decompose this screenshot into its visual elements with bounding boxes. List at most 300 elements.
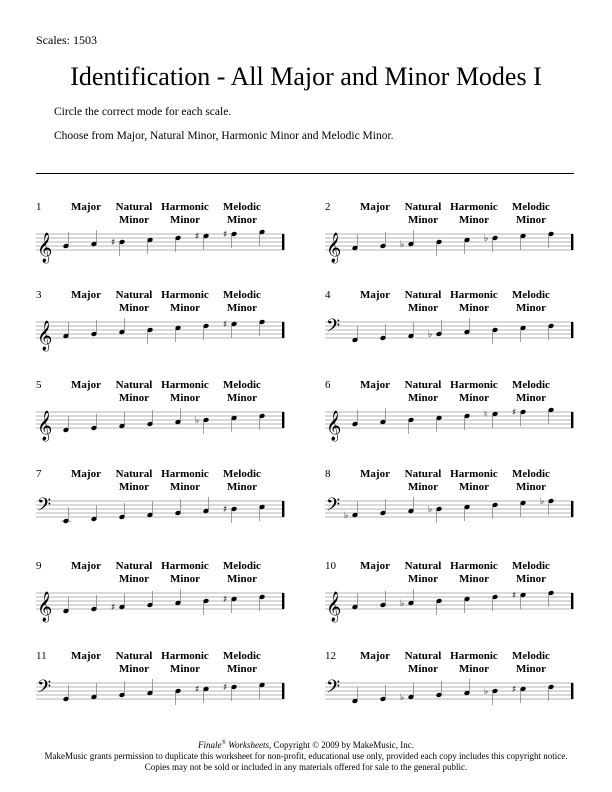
exercise-number: 9 bbox=[36, 560, 42, 572]
mode-option-harmonic-minor[interactable] bbox=[154, 379, 216, 405]
note bbox=[484, 234, 498, 252]
mode-option-melodic-minor[interactable] bbox=[503, 289, 559, 315]
mode-option-major[interactable] bbox=[351, 379, 399, 392]
bass-clef-icon: 𝄢 bbox=[326, 677, 341, 702]
note bbox=[436, 239, 443, 256]
note bbox=[548, 684, 555, 701]
mode-option-line1: Melodic bbox=[512, 468, 550, 480]
mode-option-line1: Melodic bbox=[223, 379, 261, 391]
note bbox=[352, 687, 359, 704]
mode-option-melodic-minor[interactable] bbox=[214, 289, 270, 315]
mode-option-melodic-minor[interactable] bbox=[503, 379, 559, 405]
sharp-icon: ♯ bbox=[512, 408, 517, 418]
mode-option-line2: Minor bbox=[516, 481, 546, 493]
note bbox=[464, 318, 471, 335]
note bbox=[223, 683, 237, 701]
treble-clef-icon: 𝄞 bbox=[37, 411, 53, 441]
mode-option-line1: Melodic bbox=[512, 650, 550, 662]
note bbox=[223, 320, 237, 338]
mode-option-major[interactable] bbox=[351, 289, 399, 302]
worksheet-code: Scales: 1503 bbox=[36, 33, 97, 47]
final-barline bbox=[571, 501, 573, 517]
mode-option-harmonic-minor[interactable] bbox=[154, 201, 216, 227]
note bbox=[436, 415, 443, 432]
note bbox=[91, 230, 98, 247]
mode-option-major[interactable] bbox=[351, 201, 399, 214]
mode-option-major[interactable] bbox=[62, 289, 110, 302]
mode-option-line1: Melodic bbox=[512, 289, 550, 301]
treble-clef-icon: 𝄞 bbox=[37, 233, 53, 263]
mode-option-line1: Harmonic bbox=[161, 468, 209, 480]
flat-icon: ♭ bbox=[428, 505, 433, 515]
music-staff bbox=[36, 677, 288, 727]
mode-option-line2: Minor bbox=[408, 663, 438, 675]
mode-option-line2: Minor bbox=[459, 214, 489, 226]
mode-option-line1: Harmonic bbox=[450, 201, 498, 213]
bass-clef-icon: 𝄢 bbox=[326, 316, 341, 341]
mode-option-line1: Natural bbox=[115, 650, 153, 662]
note bbox=[119, 681, 126, 698]
final-barline bbox=[282, 683, 284, 699]
mode-option-harmonic-minor[interactable] bbox=[154, 468, 216, 494]
mode-option-line1: Harmonic bbox=[161, 650, 209, 662]
mode-option-major[interactable] bbox=[62, 201, 110, 214]
note bbox=[223, 595, 237, 613]
exercise-number: 8 bbox=[325, 468, 331, 480]
sharp-icon: ♯ bbox=[223, 230, 228, 240]
note bbox=[512, 591, 526, 609]
mode-option-harmonic-minor[interactable] bbox=[443, 289, 505, 315]
bass-clef-icon: 𝄢 bbox=[326, 495, 341, 520]
note bbox=[464, 596, 471, 613]
mode-option-line1: Melodic bbox=[223, 468, 261, 480]
mode-option-line2: Minor bbox=[408, 573, 438, 585]
mode-option-line1: Harmonic bbox=[161, 201, 209, 213]
mode-option-harmonic-minor[interactable] bbox=[443, 560, 505, 586]
note bbox=[63, 597, 70, 614]
mode-option-line1: Melodic bbox=[223, 201, 261, 213]
flat-icon: ♭ bbox=[400, 599, 405, 609]
mode-option-line2: Minor bbox=[516, 392, 546, 404]
mode-option-line2: Minor bbox=[119, 302, 149, 314]
mode-option-line2: Minor bbox=[459, 573, 489, 585]
mode-option-line1: Major bbox=[360, 560, 390, 572]
sharp-icon: ♯ bbox=[223, 505, 228, 515]
note bbox=[259, 594, 266, 611]
music-staff bbox=[325, 316, 577, 366]
note bbox=[63, 416, 70, 433]
mode-option-major[interactable] bbox=[62, 379, 110, 392]
mode-option-line1: Melodic bbox=[223, 650, 261, 662]
final-barline bbox=[571, 234, 573, 250]
note bbox=[91, 414, 98, 431]
footer-brand: Finale bbox=[197, 740, 222, 750]
note bbox=[464, 504, 471, 521]
exercise bbox=[325, 560, 585, 640]
note bbox=[203, 323, 210, 340]
note bbox=[175, 235, 182, 252]
mode-option-line1: Harmonic bbox=[450, 379, 498, 391]
bass-clef-icon: 𝄢 bbox=[37, 677, 52, 702]
mode-option-major[interactable] bbox=[351, 650, 399, 663]
mode-option-line1: Major bbox=[71, 289, 101, 301]
music-staff bbox=[325, 495, 577, 545]
note bbox=[147, 237, 154, 254]
mode-option-line1: Natural bbox=[404, 379, 442, 391]
note bbox=[91, 505, 98, 522]
note bbox=[512, 408, 526, 426]
treble-clef-icon: 𝄞 bbox=[37, 592, 53, 622]
note bbox=[175, 499, 182, 516]
mode-option-line1: Harmonic bbox=[161, 289, 209, 301]
natural-icon: ♮ bbox=[484, 410, 488, 420]
treble-clef-icon: 𝄞 bbox=[326, 411, 342, 441]
mode-option-melodic-minor[interactable] bbox=[214, 468, 270, 494]
mode-option-line2: Minor bbox=[227, 214, 257, 226]
sharp-icon: ♯ bbox=[512, 685, 517, 695]
exercise bbox=[36, 468, 296, 548]
final-barline bbox=[282, 412, 284, 428]
note bbox=[119, 412, 126, 429]
note bbox=[91, 595, 98, 612]
mode-option-major[interactable] bbox=[351, 560, 399, 573]
mode-option-line2: Minor bbox=[170, 392, 200, 404]
note bbox=[147, 327, 154, 344]
exercise-number: 3 bbox=[36, 289, 42, 301]
treble-clef-icon: 𝄞 bbox=[326, 233, 342, 263]
note bbox=[492, 594, 499, 611]
mode-option-harmonic-minor[interactable] bbox=[443, 650, 505, 676]
exercise-number: 1 bbox=[36, 201, 42, 213]
mode-option-line2: Minor bbox=[516, 214, 546, 226]
mode-option-line1: Major bbox=[360, 201, 390, 213]
mode-option-melodic-minor[interactable] bbox=[503, 560, 559, 586]
footer-copyright: , Copyright © 2009 by MakeMusic, Inc. bbox=[268, 740, 415, 750]
mode-option-melodic-minor[interactable] bbox=[214, 201, 270, 227]
note bbox=[195, 232, 209, 250]
mode-option-line2: Minor bbox=[170, 573, 200, 585]
note bbox=[223, 505, 237, 523]
mode-option-line1: Major bbox=[360, 468, 390, 480]
mode-option-line1: Major bbox=[71, 468, 101, 480]
sharp-icon: ♯ bbox=[111, 238, 116, 248]
note bbox=[520, 500, 527, 517]
footer bbox=[0, 738, 612, 773]
note bbox=[436, 681, 443, 698]
note bbox=[63, 322, 70, 339]
mode-option-line2: Minor bbox=[459, 481, 489, 493]
note bbox=[61, 507, 71, 524]
mode-option-melodic-minor[interactable] bbox=[214, 379, 270, 405]
mode-option-line2: Minor bbox=[516, 663, 546, 675]
mode-option-harmonic-minor[interactable] bbox=[443, 379, 505, 405]
mode-option-line1: Major bbox=[71, 379, 101, 391]
mode-option-line1: Natural bbox=[115, 379, 153, 391]
mode-option-line1: Harmonic bbox=[450, 560, 498, 572]
bass-clef-icon: 𝄢 bbox=[37, 495, 52, 520]
mode-option-line1: Melodic bbox=[512, 379, 550, 391]
exercise-number: 10 bbox=[325, 560, 336, 572]
mode-option-line2: Minor bbox=[227, 663, 257, 675]
exercise bbox=[36, 379, 296, 459]
mode-option-harmonic-minor[interactable] bbox=[443, 201, 505, 227]
note bbox=[400, 589, 414, 609]
footer-restriction: Copies may not be sold or included in any materials offered for sale to the general public. bbox=[144, 762, 468, 772]
note bbox=[484, 687, 498, 705]
exercise-number: 7 bbox=[36, 468, 42, 480]
exercise-number: 2 bbox=[325, 201, 331, 213]
note bbox=[147, 410, 154, 427]
exercise bbox=[325, 201, 585, 281]
mode-option-melodic-minor[interactable] bbox=[214, 560, 270, 586]
note bbox=[259, 229, 266, 246]
note bbox=[380, 591, 387, 608]
sharp-icon: ♯ bbox=[512, 591, 517, 601]
note bbox=[400, 230, 414, 250]
flat-icon: ♭ bbox=[195, 416, 200, 426]
final-barline bbox=[282, 593, 284, 609]
note bbox=[484, 410, 498, 428]
mode-option-line1: Natural bbox=[404, 289, 442, 301]
sharp-icon: ♯ bbox=[223, 683, 228, 693]
exercise-number: 4 bbox=[325, 289, 331, 301]
note bbox=[352, 234, 359, 251]
mode-option-line2: Minor bbox=[227, 392, 257, 404]
mode-option-line2: Minor bbox=[408, 302, 438, 314]
mode-option-line2: Minor bbox=[516, 302, 546, 314]
mode-option-line1: Major bbox=[360, 289, 390, 301]
note bbox=[111, 593, 125, 613]
mode-option-line1: Natural bbox=[404, 650, 442, 662]
note bbox=[147, 501, 154, 518]
mode-option-major[interactable] bbox=[351, 468, 399, 481]
note bbox=[492, 327, 499, 344]
flat-icon: ♭ bbox=[400, 693, 405, 703]
note bbox=[175, 688, 182, 705]
note bbox=[380, 232, 387, 249]
mode-option-line1: Natural bbox=[115, 289, 153, 301]
note bbox=[147, 591, 154, 608]
note bbox=[111, 238, 125, 256]
flat-icon: ♭ bbox=[484, 234, 489, 244]
page-title: Identification - All Major and Minor Modes I bbox=[70, 62, 542, 91]
note bbox=[352, 410, 359, 427]
footer-reg: ® bbox=[221, 740, 227, 746]
mode-option-line2: Minor bbox=[119, 214, 149, 226]
mode-option-harmonic-minor[interactable] bbox=[154, 289, 216, 315]
exercise-number: 12 bbox=[325, 650, 336, 662]
note bbox=[203, 598, 210, 615]
sharp-icon: ♯ bbox=[195, 232, 200, 242]
note bbox=[548, 323, 555, 340]
mode-option-line1: Major bbox=[71, 201, 101, 213]
mode-option-line2: Minor bbox=[408, 214, 438, 226]
note bbox=[119, 318, 126, 335]
final-barline bbox=[571, 593, 573, 609]
note bbox=[520, 325, 527, 342]
mode-option-line2: Minor bbox=[459, 302, 489, 314]
mode-option-line1: Melodic bbox=[512, 201, 550, 213]
instruction-2: Choose from Major, Natural Minor, Harmonic Minor and Melodic Minor. bbox=[54, 130, 394, 142]
final-barline bbox=[282, 501, 284, 517]
note bbox=[259, 413, 266, 430]
note bbox=[175, 589, 182, 606]
note bbox=[344, 501, 358, 521]
exercise bbox=[36, 289, 296, 369]
mode-option-line1: Melodic bbox=[512, 560, 550, 572]
mode-option-line1: Natural bbox=[404, 468, 442, 480]
note bbox=[380, 408, 387, 425]
sharp-icon: ♯ bbox=[223, 320, 228, 330]
note bbox=[464, 237, 471, 254]
note bbox=[436, 598, 443, 615]
note bbox=[195, 416, 209, 434]
mode-option-line2: Minor bbox=[516, 573, 546, 585]
music-staff bbox=[325, 587, 577, 637]
note bbox=[259, 504, 266, 521]
note bbox=[400, 683, 414, 703]
mode-option-line1: Harmonic bbox=[161, 560, 209, 572]
note bbox=[464, 413, 471, 430]
mode-option-line1: Melodic bbox=[223, 560, 261, 572]
exercise bbox=[325, 468, 585, 548]
mode-option-line2: Minor bbox=[408, 392, 438, 404]
mode-option-melodic-minor[interactable] bbox=[214, 650, 270, 676]
instruction-1: Circle the correct mode for each scale. bbox=[54, 106, 232, 118]
divider bbox=[36, 173, 574, 174]
flat-icon: ♭ bbox=[540, 497, 545, 507]
footer-permission: MakeMusic grants permission to duplicate this worksheet for non-profit, educational use only, provided each copy includes this copyright notice. bbox=[44, 751, 568, 761]
mode-option-line1: Natural bbox=[115, 468, 153, 480]
note bbox=[259, 682, 266, 699]
mode-option-line1: Melodic bbox=[223, 289, 261, 301]
music-staff bbox=[36, 228, 288, 278]
mode-option-line1: Natural bbox=[115, 201, 153, 213]
exercise bbox=[36, 560, 296, 640]
note bbox=[231, 415, 238, 432]
treble-clef-icon: 𝄞 bbox=[37, 321, 53, 351]
mode-option-line1: Harmonic bbox=[450, 650, 498, 662]
flat-icon: ♭ bbox=[400, 240, 405, 250]
exercise-number: 11 bbox=[36, 650, 47, 662]
final-barline bbox=[571, 322, 573, 338]
note bbox=[91, 683, 98, 700]
note bbox=[408, 497, 415, 514]
exercise bbox=[325, 289, 585, 369]
mode-option-major[interactable] bbox=[62, 650, 110, 663]
mode-option-line1: Harmonic bbox=[450, 468, 498, 480]
final-barline bbox=[282, 322, 284, 338]
mode-option-line2: Minor bbox=[119, 663, 149, 675]
music-staff bbox=[36, 587, 288, 637]
flat-icon: ♭ bbox=[344, 511, 349, 521]
note bbox=[119, 503, 126, 520]
mode-option-major[interactable] bbox=[62, 560, 110, 573]
music-staff bbox=[325, 406, 577, 456]
note bbox=[408, 322, 415, 339]
note bbox=[175, 325, 182, 342]
mode-option-line2: Minor bbox=[170, 302, 200, 314]
note bbox=[223, 230, 237, 248]
mode-option-line2: Minor bbox=[227, 573, 257, 585]
music-staff bbox=[325, 228, 577, 278]
music-staff bbox=[36, 495, 288, 545]
note bbox=[352, 326, 359, 343]
exercise bbox=[325, 379, 585, 459]
mode-option-line2: Minor bbox=[459, 663, 489, 675]
final-barline bbox=[571, 412, 573, 428]
mode-option-line1: Harmonic bbox=[450, 289, 498, 301]
mode-option-line2: Minor bbox=[119, 481, 149, 493]
treble-clef-icon: 𝄞 bbox=[326, 592, 342, 622]
note bbox=[540, 497, 554, 515]
mode-option-line1: Major bbox=[360, 650, 390, 662]
mode-option-harmonic-minor[interactable] bbox=[443, 468, 505, 494]
note bbox=[380, 685, 387, 702]
note bbox=[91, 320, 98, 337]
mode-option-melodic-minor[interactable] bbox=[503, 650, 559, 676]
exercise bbox=[36, 650, 296, 730]
note bbox=[408, 417, 415, 434]
music-staff bbox=[36, 316, 288, 366]
note bbox=[63, 685, 70, 702]
mode-option-line1: Major bbox=[360, 379, 390, 391]
music-staff bbox=[325, 677, 577, 727]
mode-option-line2: Minor bbox=[227, 302, 257, 314]
mode-option-line1: Natural bbox=[404, 201, 442, 213]
note bbox=[203, 497, 210, 514]
exercise-number: 5 bbox=[36, 379, 42, 391]
exercise bbox=[36, 201, 296, 281]
final-barline bbox=[282, 234, 284, 250]
exercise bbox=[325, 650, 585, 730]
mode-option-line2: Minor bbox=[119, 573, 149, 585]
note bbox=[428, 505, 442, 523]
flat-icon: ♭ bbox=[484, 687, 489, 697]
note bbox=[548, 407, 555, 424]
mode-option-line1: Harmonic bbox=[161, 379, 209, 391]
mode-option-line1: Major bbox=[71, 650, 101, 662]
mode-option-melodic-minor[interactable] bbox=[503, 468, 559, 494]
note bbox=[147, 679, 154, 696]
note bbox=[492, 502, 499, 519]
note bbox=[548, 590, 555, 607]
mode-option-line1: Major bbox=[71, 560, 101, 572]
mode-option-line2: Minor bbox=[408, 481, 438, 493]
mode-option-line2: Minor bbox=[170, 214, 200, 226]
mode-option-line2: Minor bbox=[170, 481, 200, 493]
mode-option-major[interactable] bbox=[62, 468, 110, 481]
note bbox=[352, 593, 359, 610]
exercise-number: 6 bbox=[325, 379, 331, 391]
mode-option-melodic-minor[interactable] bbox=[503, 201, 559, 227]
mode-option-line1: Natural bbox=[404, 560, 442, 572]
sharp-icon: ♯ bbox=[195, 685, 200, 695]
mode-option-line2: Minor bbox=[227, 481, 257, 493]
mode-option-line1: Natural bbox=[115, 560, 153, 572]
note bbox=[548, 231, 555, 248]
note bbox=[520, 233, 527, 250]
final-barline bbox=[571, 683, 573, 699]
note bbox=[512, 685, 526, 703]
footer-product: Worksheets bbox=[226, 740, 269, 750]
mode-option-line2: Minor bbox=[170, 663, 200, 675]
mode-option-harmonic-minor[interactable] bbox=[154, 560, 216, 586]
sharp-icon: ♯ bbox=[223, 595, 228, 605]
mode-option-line2: Minor bbox=[459, 392, 489, 404]
note bbox=[464, 679, 471, 696]
mode-option-harmonic-minor[interactable] bbox=[154, 650, 216, 676]
